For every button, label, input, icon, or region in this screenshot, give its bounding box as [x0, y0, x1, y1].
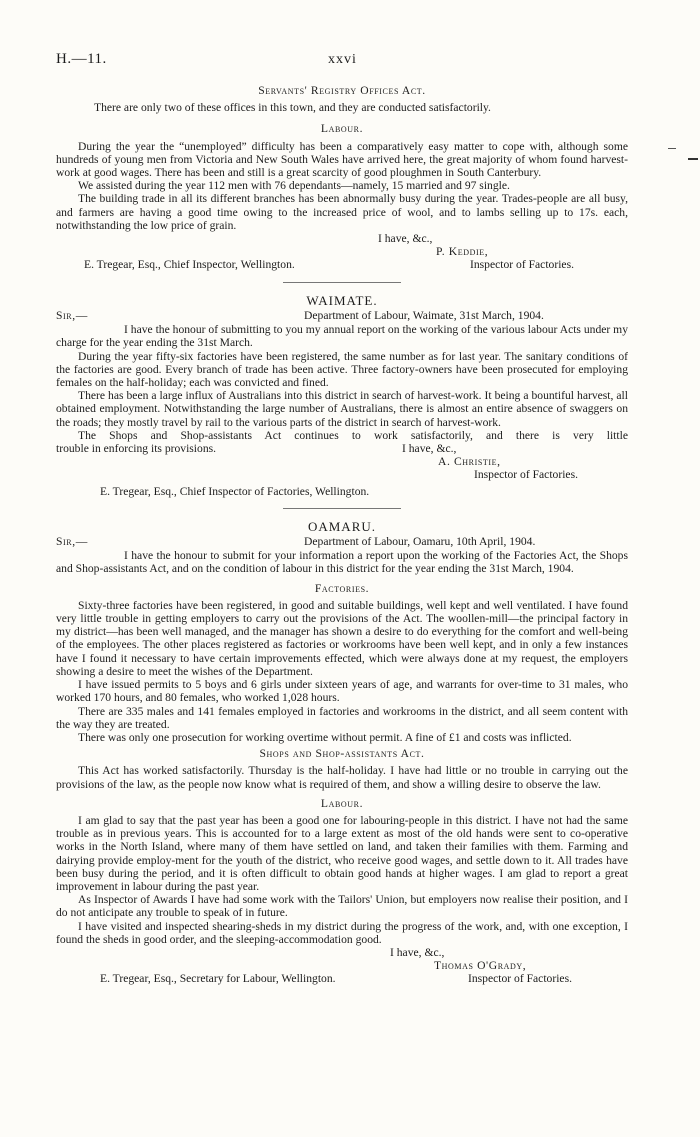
signer-name: A. Christie, — [438, 455, 501, 469]
town-heading-waimate: WAIMATE. — [306, 293, 378, 309]
addressee: E. Tregear, Esq., Chief Inspector of Factories, Wellington. — [100, 485, 370, 499]
paragraph: I have the honour of submitting to you my annual report on the working of the various labour Acts under my charge for the year ending the 31st March. — [56, 323, 628, 350]
closing — [56, 232, 628, 245]
signature-line — [56, 455, 628, 468]
paragraph-end: trouble in enforcing its provisions. — [56, 442, 217, 456]
signature-line — [56, 959, 628, 972]
closing-phrase: I have, &c., — [402, 442, 457, 456]
paragraph: I have issued permits to 5 boys and 6 girls under sixteen years of age, and warrants for over-time to 31 males, who worked 170 hours, and 80 females, who worked 1,028 hours. — [56, 678, 628, 705]
closing — [56, 442, 628, 455]
salutation: Sir,— — [56, 535, 88, 549]
paragraph: This Act has worked satisfactorily. Thursday is the half-holiday. I have had little or no trouble in carrying out the provisions of the law, as the people now know what is required of them, and show a willing desire to observe the law. — [56, 764, 628, 791]
paragraph: I have visited and inspected shearing-sheds in my district during the progress of the work, and, with one exception, I found the sheds in good order, and the sleeping-accommodation good. — [56, 919, 628, 946]
paragraph: During the year the “unemployed” difficulty has been a comparatively easy matter to cope with, although some hundreds of young men from Victoria and New South Wales have arrived here, the great majority of whom found harvest-work at good wages. There has been and still is a great scarcity of good ploughmen in South Canterbury. — [56, 139, 628, 180]
paragraph: I have the honour to submit for your information a report upon the working of the Factories Act, the Shops and Shop-assistants Act, and on the condition of labour in this district for the year ending the 31st March, 1904. — [56, 549, 628, 576]
signer-title: Inspector of Factories. — [468, 971, 572, 985]
section-heading-shops: Shops and Shop-assistants Act. — [259, 747, 425, 761]
paragraph: As Inspector of Awards I have had some work with the Tailors' Union, but employers now realise their position, and I do not anticipate any trouble to speak of in future. — [56, 893, 628, 920]
paragraph: The Shops and Shop-assistants Act continues to work satisfactorily, and there is very little — [78, 428, 628, 442]
department-dateline: Department of Labour, Waimate, 31st March, 1904. — [304, 309, 544, 323]
margin-mark — [688, 158, 698, 160]
page-header — [56, 53, 628, 73]
paragraph: The building trade in all its different branches has been abnormally busy during the year. Trades-people are all busy, and farmers are having a good time owing to the increased price of wool, and to lambs selling up to 17s. each, notwithstanding the low price of grain. — [56, 192, 628, 232]
signer-title: Inspector of Factories. — [474, 468, 578, 482]
paragraph: There has been a large influx of Australians into this district in search of harvest-work. It being a bountiful harvest, all obtained employment. Notwithstanding the large number of Australians, there is almost an entire absence of swaggers on the roads; they mostly travel by rail to the various parts of the district in search of harvest-work. — [56, 389, 628, 429]
page-number: xxvi — [328, 52, 357, 67]
paragraph: There was only one prosecution for working overtime without permit. A fine of £1 and costs was inflicted. — [78, 730, 572, 744]
paragraph: I am glad to say that the past year has been a good one for labouring-people in this district. I have not had the same trouble as in previous years. This is accounted for to a large extent as most of the old hands were sent to co-operative works in the North Island, where many of them have settled on land, and taken their families with them. Farming and dairying provide employ-ment for the youth of the district, who receive good wages, and settle down to it. All trades have been busy during the period, and it is often difficult to obtain good hands at higher wages. I am glad to report a great improvement in labour during the past year. — [56, 813, 628, 893]
signer-name: P. Keddie, — [436, 245, 489, 259]
paragraph: We assisted during the year 112 men with 76 dependants—namely, 15 married and 97 single. — [78, 179, 510, 193]
salutation-row — [56, 535, 628, 549]
salutation-row — [56, 309, 628, 323]
closing-phrase: I have, &c., — [378, 232, 433, 246]
addressee: E. Tregear, Esq., Secretary for Labour, Wellington. — [100, 971, 336, 985]
signature-line — [56, 245, 628, 258]
department-dateline: Department of Labour, Oamaru, 10th April, 1904. — [304, 535, 536, 549]
section-heading-labour: Labour. — [320, 122, 364, 136]
section-heading-factories: Factories. — [314, 581, 370, 595]
address-line — [56, 972, 628, 986]
section-divider — [283, 508, 401, 509]
report-reference: H.—11. — [56, 51, 107, 67]
paragraph: During the year fifty-six factories have been registered, the same number as for last year. The sanitary conditions of the factories are good. Every branch of trade has been active. Three factory-owners have been prosecuted for employing females on the half-holiday; each was convicted and fined. — [56, 349, 628, 390]
closing — [56, 946, 628, 959]
section-heading-servants-registry: Servants' Registry Offices Act. — [258, 84, 426, 97]
town-heading-oamaru: OAMARU. — [307, 519, 377, 535]
margin-mark — [668, 148, 676, 149]
address-line — [56, 258, 628, 272]
salutation: Sir,— — [56, 309, 88, 323]
signer-name: Thomas O'Grady, — [434, 958, 527, 972]
signer-title: Inspector of Factories. — [470, 258, 574, 272]
paragraph: There are 335 males and 141 females employed in factories and workrooms in the district, and all seem content with the way they are treated. — [56, 704, 628, 731]
addressee: E. Tregear, Esq., Chief Inspector, Wellington. — [84, 258, 295, 272]
title-line — [56, 468, 628, 481]
section-heading-labour-oamaru: Labour. — [320, 796, 364, 810]
paragraph: Sixty-three factories have been registered, in good and suitable buildings, well kept and well ventilated. I have found very little trouble in getting employers to carry out the provisions of the Act. The woollen-mill—the principal factory in my district—has been well managed, and the manager has shown a desire to do everything for the comfort and well-being of the employees. The other places registered as factories or workrooms have been well kept, and in only a few instances have I found it necessary to have certain improvements effected, which were always done at my request, the employers showing a desire to meet the wishes of the Department. — [56, 598, 628, 678]
section-divider — [283, 282, 401, 283]
document-body — [56, 82, 628, 986]
closing-phrase: I have, &c., — [390, 945, 445, 959]
address-line — [56, 485, 628, 499]
paragraph: There are only two of these offices in this town, and they are conducted satisfactorily. — [94, 101, 491, 115]
